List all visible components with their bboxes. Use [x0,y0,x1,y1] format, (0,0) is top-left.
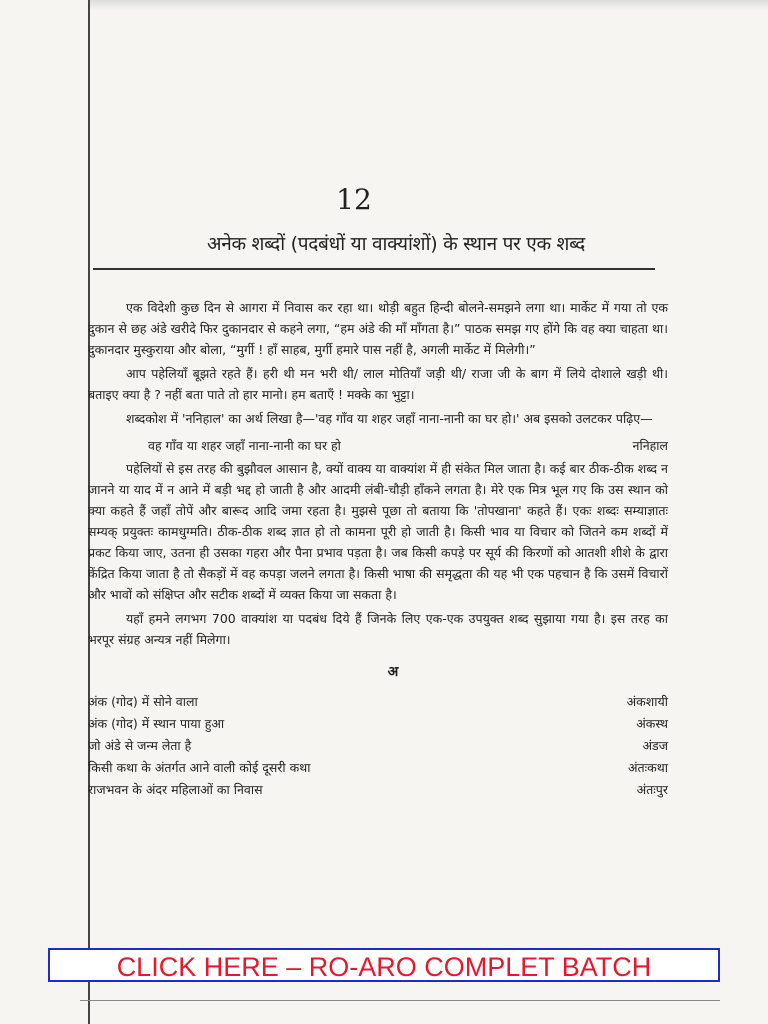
bottom-rule [80,1000,720,1001]
entry-phrase: जो अंडे से जन्म लेता है [88,738,192,753]
entry-word: अंकस्थ [636,716,668,731]
paragraph: शब्दकोश में 'ननिहाल' का अर्थ लिखा है—'वह गाँव या शहर जहाँ नाना-नानी का घर हो।' अब इसको उलटकर पढ़िए— [126,411,653,426]
list-item [88,691,668,713]
list-item [88,757,668,779]
chapter-number: 12 [336,183,372,216]
paragraph: पहेलियों से इस तरह की बुझौवल आसान है, क्यों वाक्य या वाक्यांश में ही संकेत मिल जाता है। कई बार ठीक-ठीक शब्द न जानने या याद में न आने में बड़ी भद्द हो जाती है और आदमी लंबी-चौड़ी हाँकने लगता है। मेरे एक मित्र भूल गए कि उस स्थान को क्या कहते हैं जहाँ तोपें और बारूद आदि जमा रहता है। मुझसे पूछा तो बताया कि 'तोपखाना' कहते हैं। एकः शब्दः सम्याज्ञातः सम्यक् प्रयुक्तः कामधुग्मति। ठीक-ठीक शब्द ज्ञात हो तो कामना पूरी हो जाती है। किसी भाव या विचार को जितने कम शब्दों में प्रकट किया जाए, उतना ही उसका गहरा और पैना प्रभाव पड़ता है। जब किसी कपड़े पर सूर्य की किरणों को आतशी शीशे के द्वारा केंद्रित किया जाता है तो सैकड़ों में वह कपड़ा जलने लगता है। किसी भाषा की समृद्धता की यह भी एक पहचान है कि उसमें विचारों और भावों को संक्षिप्त और सटीक शब्दों में व्यक्त किया जा सकता है। [88,461,668,602]
entry-phrase: अंक (गोद) में सोने वाला [88,694,198,709]
chapter-title: अनेक शब्दों (पदबंधों या वाक्यांशों) के स्थान पर एक शब्द [207,233,585,255]
page-body [88,297,668,801]
entry-phrase: किसी कथा के अंतर्गत आने वाली कोई दूसरी कथा [88,760,311,775]
entry-phrase: अंक (गोद) में स्थान पाया हुआ [88,716,225,731]
list-item [88,779,668,801]
entry-phrase: राजभवन के अंदर महिलाओं का निवास [88,782,263,797]
example-word: ननिहाल [632,438,668,453]
example-row [88,435,668,456]
paragraph: यहाँ हमने लगभग 700 वाक्यांश या पदबंध दिये हैं जिनके लिए एक-एक उपयुक्त शब्द सुझाया गया है। इस तरह का भरपूर संग्रह अन्यत्र नहीं मिलेगा। [88,611,668,647]
entry-word: अंतःकथा [627,760,668,775]
batch-link-banner[interactable]: CLICK HERE – RO-ARO COMPLET BATCH [48,948,720,982]
entry-word: अंकशायी [626,694,668,709]
page-top-edge [90,0,768,10]
section-letter: अ [387,664,399,680]
paragraph: एक विदेशी कुछ दिन से आगरा में निवास कर रहा था। थोड़ी बहुत हिन्दी बोलने-समझने लगा था। मार्केट में गया तो एक दुकान से छह अंडे खरीदे फिर दुकानदार से कहने लगा, “हम अंडे की माँ माँगता है।” पाठक समझ गए होंगे कि वह क्या चाहता था। दुकानदार मुस्कुराया और बोला, “मुर्गी ! हाँ साहब, मुर्गी हमारे पास नहीं है, अगली मार्केट में मिलेगी।” [88,300,668,357]
list-item [88,713,668,735]
list-item [88,735,668,757]
paragraph: आप पहेलियाँ बूझते रहते हैं। हरी थी मन भरी थी/ लाल मोतियाँ जड़ी थी/ राजा जी के बाग में लिये दोशाले खड़ी थी। बताइए क्या है ? नहीं बता पाते तो हार मानो। हम बताएँ ! मक्के का भुट्टा। [88,366,668,402]
entry-word: अंतःपुर [636,782,668,797]
entry-word: अंडज [642,738,668,753]
example-phrase: वह गाँव या शहर जहाँ नाना-नानी का घर हो [148,438,341,453]
title-underline [93,268,655,270]
